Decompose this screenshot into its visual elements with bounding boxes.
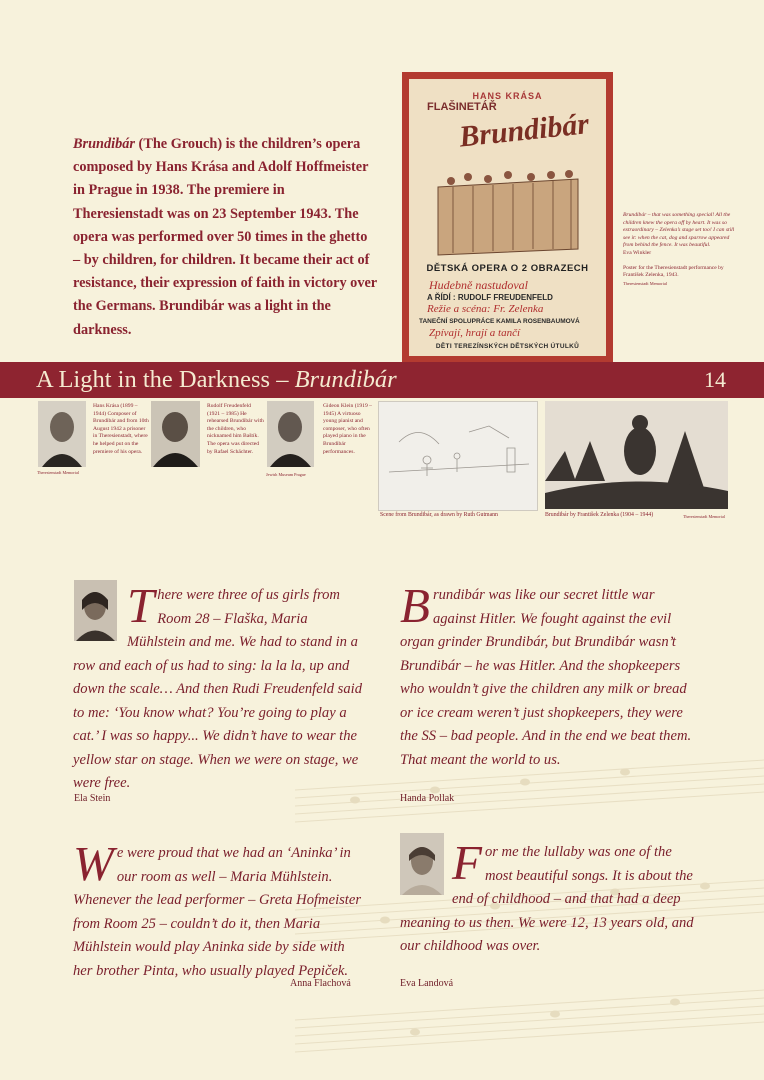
intro-work-title: Brundibár — [73, 136, 135, 152]
poster-credit-director: Režie a scéna: Fr. Zelenka — [427, 303, 544, 315]
drawing-credit: Theresienstadt Memorial — [683, 514, 725, 519]
poster-credit-performers: Zpívají, hrají a tančí — [429, 327, 521, 339]
poster-credit-music: Hudebně nastudoval — [429, 278, 528, 292]
poster-caption — [623, 212, 735, 287]
quote-handa-pollak — [400, 578, 700, 772]
section-title: A Light in the Darkness – Brundibár — [36, 366, 397, 393]
portrait-rudolf-freudenfeld — [151, 401, 200, 467]
quote-eva-landova — [400, 835, 700, 959]
quote-author: Handa Pollak — [400, 793, 455, 804]
portrait-credit: Theresienstadt Memorial — [37, 470, 79, 475]
poster-subtitle-opera: DĚTSKÁ OPERA O 2 OBRAZECH — [426, 263, 589, 274]
portrait-caption-gideon-klein: Gideon Klein (1919 – 1945) A virtuoso young pianist and composer, who often played piano in the Brundibár performances. — [323, 403, 372, 455]
poster-caption-credit: Theresienstadt Memorial — [623, 280, 668, 286]
quote-author: Anna Flachová — [290, 978, 351, 989]
poster-composer: HANS KRÁSA — [472, 91, 543, 101]
poster-credit-conductor: A ŘÍDÍ : RUDOLF FREUDENFELD — [427, 293, 553, 302]
poster-credit-children: DĚTI TEREZÍNSKÝCH DĚTSKÝCH ÚTULKŮ — [435, 343, 580, 350]
quote-text: here were three of us girls from Room 28 – Flaška, Maria Mühlstein and me. We had to stand in a row and each of us had to sing: la la la, up and down the scale… And then Rudi Freudenfeld said to me: ‘You know what? You’re going to play a cat.’ I was so happy... We didn’t have to wear the yellow star on stage. When we were on stage, we were free. — [73, 587, 362, 791]
drop-cap: T — [127, 578, 155, 633]
intro-text: (The Grouch) is the children’s opera composed by Hans Krása and Adolf Hoffmeister in Prague in 1938. The premiere in Theresienstadt was on 23 September 1943. The opera was performed over 50 times in the ghetto – by children, for children. It became their act of resistance, their expression of faith in victory over the Germans. Brundibár was a light in the darkness. — [73, 136, 377, 338]
poster-caption-note: Poster for the Theresienstadt performance by František Zelenka, 1943. — [623, 264, 724, 279]
poster-caption-quote: Brundibár – that was something special! All the children knew the opera off by heart. It was so extraordinary – Zelenka’s stage set too! I can still see it: when the cat, dog and sparrow appeared from behind the fence. It was beautiful. — [623, 212, 735, 249]
quote-text: rundibár was like our secret little war against Hitler. We fought against the evil organ grinder Brundibár, but Brundibár wasn’t Brundibár – he was Hitler. And the shopkeepers who wouldn’t give the children any milk or bread or ice cream weren’t just shopkeepers, they were the SS – bad people. And in the end we beat them. That meant the world to us. — [400, 587, 692, 768]
intro-paragraph — [73, 133, 378, 342]
drop-cap: B — [400, 578, 430, 633]
drawing-ruth-gutmann — [378, 401, 538, 511]
poster-subtitle: FLAŠINETÁŘ — [427, 101, 497, 113]
quote-ela-stein — [73, 578, 368, 796]
drawing-caption-frantisek-zelenka: Brundibár by František Zelenka (1904 – 1944) — [545, 512, 654, 518]
quote-author: Eva Landová — [400, 978, 454, 989]
poster-credit-dance: TANEČNÍ SPOLUPRÁCE KAMILA ROSENBAUMOVÁ — [419, 318, 580, 325]
drawing-caption-ruth-gutmann: Scene from Brundibár, as drawn by Ruth Gutmann — [380, 512, 498, 518]
drop-cap: F — [452, 835, 482, 890]
poster-caption-author: Eva Winkler — [623, 249, 652, 256]
portrait-hans-krasa — [38, 401, 86, 467]
brundibar-poster — [402, 72, 613, 362]
portrait-caption-hans-krasa: Hans Krása (1899 – 1944) Composer of Brundibár and from 10th August 1942 a prisoner in Theresienstadt, where he helped put on the premiere of his opera. — [93, 403, 149, 455]
quote-author: Ela Stein — [74, 793, 111, 804]
portrait-caption-rudolf-freudenfeld: Rudolf Freudenfeld (1921 – 1985) He rehearsed Brundibár with the children, who nicknamed him Baštík. The opera was directed by Rafael Schächter. — [207, 403, 264, 455]
poster-title: Brundibár — [457, 107, 591, 154]
drop-cap: W — [73, 836, 114, 891]
quote-text: e were proud that we had an ‘Aninka’ in our room as well – Maria Mühlstein. Whenever the lead performer – Greta Hofmeister from Room 25 – couldn’t do it, then Maria Mühlstein would play Aninka side by side with her brother Pinta, who usually played Pepiček. — [73, 845, 362, 979]
portrait-gideon-klein — [267, 401, 314, 467]
portrait-credit: Jewish Museum Prague — [266, 472, 306, 477]
stage-drawing — [433, 169, 583, 257]
drawing-frantisek-zelenka — [545, 401, 728, 509]
page-number: 14 — [704, 367, 726, 392]
quote-anna-flachova — [73, 836, 363, 983]
quote-text: or me the lullaby was one of the most beautiful songs. It is about the end of childhood – and that had a deep meaning to us then. We were 12, 13 years old, and our childhood was over. — [400, 844, 694, 954]
